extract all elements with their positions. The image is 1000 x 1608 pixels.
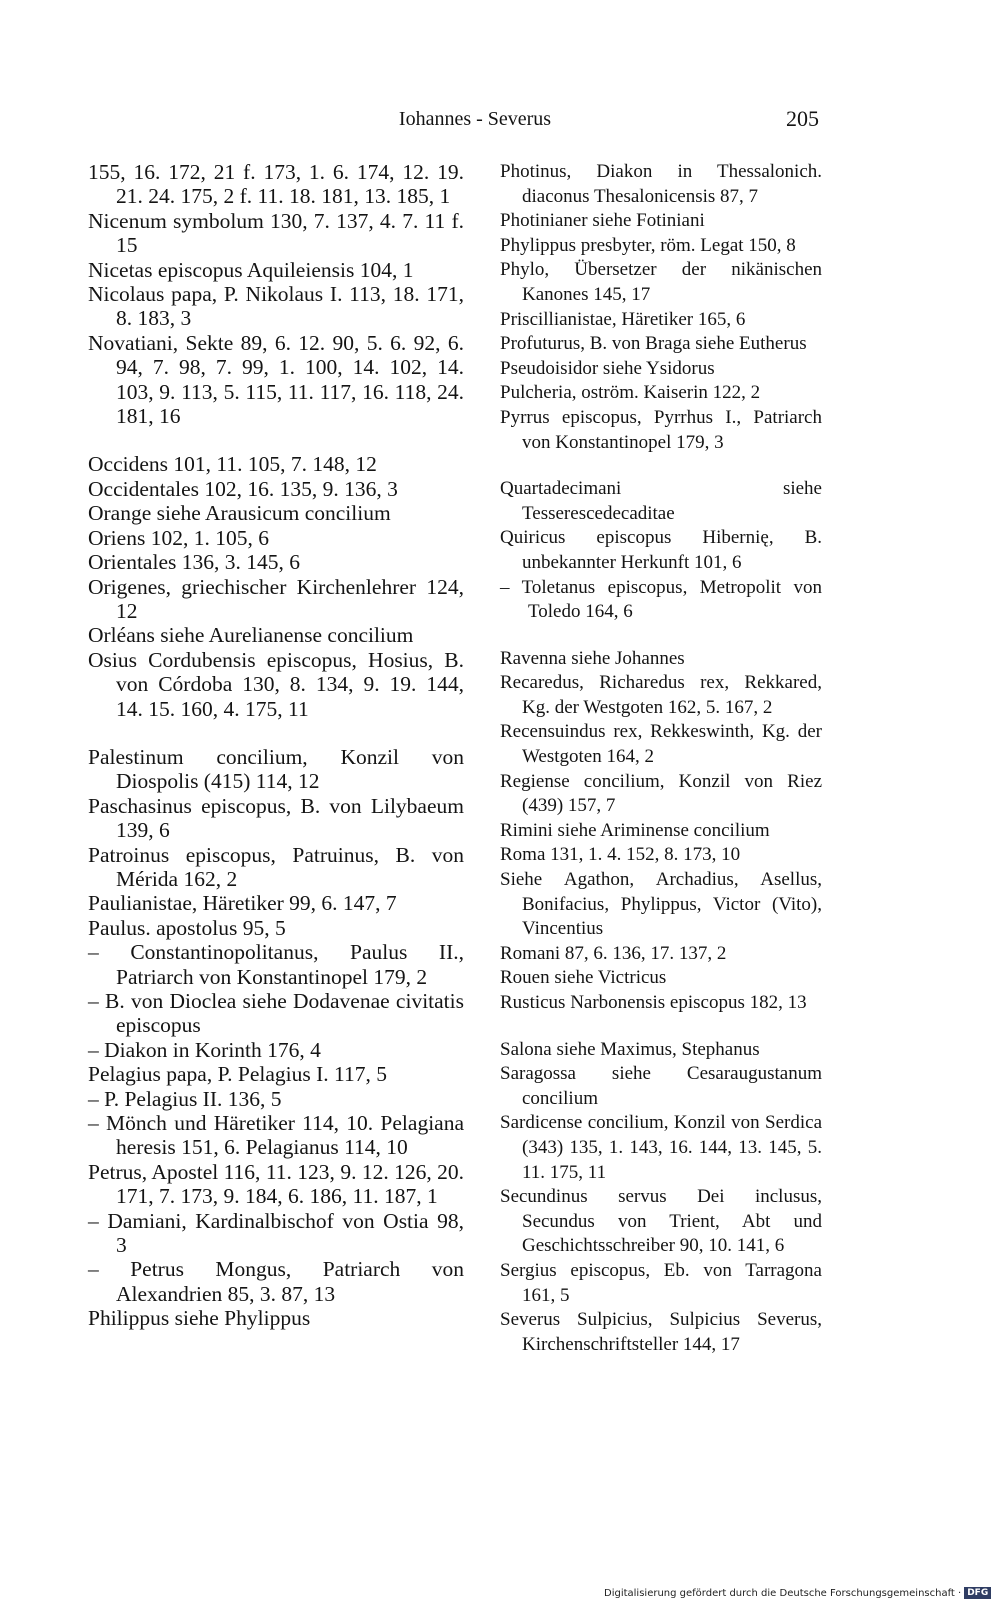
index-entry: Orange siehe Arausicum concilium [88,501,391,526]
letter-section-gap [88,721,464,745]
dfg-logo: DFG [964,1587,991,1599]
index-entry: Pulcheria, oström. Kaiserin 122, 2 [500,382,761,404]
letter-section-gap [500,1016,822,1038]
index-entry: – Damiani, Kardinalbischof von Ostia 98, 3 [88,1208,464,1258]
index-entry: Regiense concilium, Konzil von Riez (439) 157, 7 [500,770,822,817]
index-entry: Saragossa siehe Cesaraugustanum concilium [500,1063,822,1109]
index-entry: – P. Pelagius II. 136, 5 [88,1086,282,1111]
index-entry: Ravenna siehe Johannes [500,647,685,669]
index-entry: Recaredus, Richaredus rex, Rekkared, Kg. der Westgoten 162, 5. 167, 2 [500,672,822,718]
index-entry: Philippus siehe Phylippus [88,1306,311,1331]
running-header: Iohannes - Severus [398,108,552,130]
index-entry: Priscillianistae, Häretiker 165, 6 [500,308,746,330]
index-entry: Rimini siehe Ariminense concilium [500,819,770,841]
index-entry: Phylo, Übersetzer der nikänischen Kanones 145, 17 [500,259,822,305]
footer-text: Digitalisierung gefördert durch die Deutsche Forschungsgemeinschaft · [604,1588,962,1599]
index-entry: Recensuindus rex, Rekkeswinth, Kg. der Westgoten 164, 2 [500,721,822,768]
index-entry: Orientales 136, 3. 145, 6 [88,550,300,575]
index-entry: – Petrus Mongus, Patriarch von Alexandrien 85, 3. 87, 13 [88,1257,464,1306]
index-entry: Novatiani, Sekte 89, 6. 12. 90, 5. 6. 92, 6. 94, 7. 98, 7. 99, 1. 100, 14. 102, 14. 103, 9. 113, 5. 115, 11. 117, 16. 118, 24. 181, 16 [88,330,464,429]
index-entry: Romani 87, 6. 136, 17. 137, 2 [500,942,727,964]
letter-section-gap [500,455,822,477]
index-entry: Quiricus episcopus Hibernię, B. unbekannter Herkunft 101, 6 [500,527,822,573]
index-entry: Roma 131, 1. 4. 152, 8. 173, 10 [500,844,741,866]
index-entry: Photinus, Diakon in Thessalonich. diaconus Thesalonicensis 87, 7 [500,161,822,207]
index-entry: – Mönch und Häretiker 114, 10. Pelagiana heresis 151, 6. Pelagianus 114, 10 [88,1111,464,1160]
index-entry: Severus Sulpicius, Sulpicius Severus, Kirchenschriftsteller 144, 17 [500,1309,822,1355]
index-entry: Pelagius papa, P. Pelagius I. 117, 5 [88,1062,387,1087]
index-entry: Nicolaus papa, P. Nikolaus I. 113, 18. 171, 8. 183, 3 [88,282,464,331]
letter-section-gap [500,625,822,647]
index-entry: Salona siehe Maximus, Stephanus [500,1038,760,1060]
index-entry: Origenes, griechischer Kirchenlehrer 124, 12 [88,574,464,623]
index-entry: – Diakon in Korinth 176, 4 [88,1037,321,1062]
index-entry: Profuturus, B. von Braga siehe Eutherus [500,333,807,355]
index-entry: Petrus, Apostel 116, 11. 123, 9. 12. 126, 20. 171, 7. 173, 9. 184, 6. 186, 11. 187, 1 [88,1159,464,1209]
index-entry: Occidentales 102, 16. 135, 9. 136, 3 [88,476,398,501]
index-entry: Pseudoisidor siehe Ysidorus [500,357,715,379]
index-entry: Photinianer siehe Fotiniani [500,210,705,232]
index-entry: – Constantinopolitanus, Paulus II., Patriarch von Konstantinopel 179, 2 [88,940,464,989]
index-entry: Siehe Agathon, Archadius, Asellus, Bonifacius, Phylippus, Victor (Vito), Vincentius [500,869,822,940]
page-number: 205 [786,106,819,131]
footer-credit [604,1587,991,1599]
index-column-right [500,160,822,1357]
index-entry: Palestinum concilium, Konzil von Diospolis (415) 114, 12 [88,744,464,794]
index-entry: Nicetas episcopus Aquileiensis 104, 1 [88,257,414,282]
index-entry: – B. von Dioclea siehe Dodavenae civitatis episcopus [88,989,464,1038]
index-entry: Rouen siehe Victricus [500,967,667,989]
index-entry: – Toletanus episcopus, Metropolit von Toledo 164, 6 [500,576,822,623]
index-entry: Patroinus episcopus, Patruinus, B. von Mérida 162, 2 [88,842,464,891]
index-entry: Paulianistae, Häretiker 99, 6. 147, 7 [88,891,397,916]
index-entry: Nicenum symbolum 130, 7. 137, 4. 7. 11 f. 15 [88,208,464,258]
index-entry: Orléans siehe Aurelianense concilium [88,623,414,648]
index-entry: 155, 16. 172, 21 f. 173, 1. 6. 174, 12. 19. 21. 24. 175, 2 f. 11. 18. 181, 13. 185, 1 [88,160,464,209]
letter-section-gap [88,428,464,452]
index-entry: Sardicense concilium, Konzil von Serdica (343) 135, 1. 143, 16. 144, 13. 145, 5. 11. 175, 11 [500,1112,822,1183]
index-entry: Paulus. apostolus 95, 5 [88,915,286,940]
index-entry: Occidens 101, 11. 105, 7. 148, 12 [88,452,377,477]
index-entry: Pyrrus episcopus, Pyrrhus I., Patriarch von Konstantinopel 179, 3 [500,406,822,453]
index-column-left [88,160,464,1331]
index-entry: Quartadecimani siehe Tesserescedecaditae [500,478,822,524]
index-entry: Oriens 102, 1. 105, 6 [88,525,269,550]
index-entry: Rusticus Narbonensis episcopus 182, 13 [500,992,807,1013]
index-entry: Osius Cordubensis episcopus, Hosius, B. von Córdoba 130, 8. 134, 9. 19. 144, 14. 15. 160, 4. 175, 11 [88,647,464,721]
index-entry: Phylippus presbyter, röm. Legat 150, 8 [500,234,796,256]
index-entry: Secundinus servus Dei inclusus, Secundus von Trient, Abt und Geschichtsschreiber 90, 10. 141, 6 [500,1186,822,1257]
index-entry: Sergius episcopus, Eb. von Tarragona 161, 5 [500,1259,822,1306]
index-entry: Paschasinus episcopus, B. von Lilybaeum 139, 6 [88,793,464,843]
